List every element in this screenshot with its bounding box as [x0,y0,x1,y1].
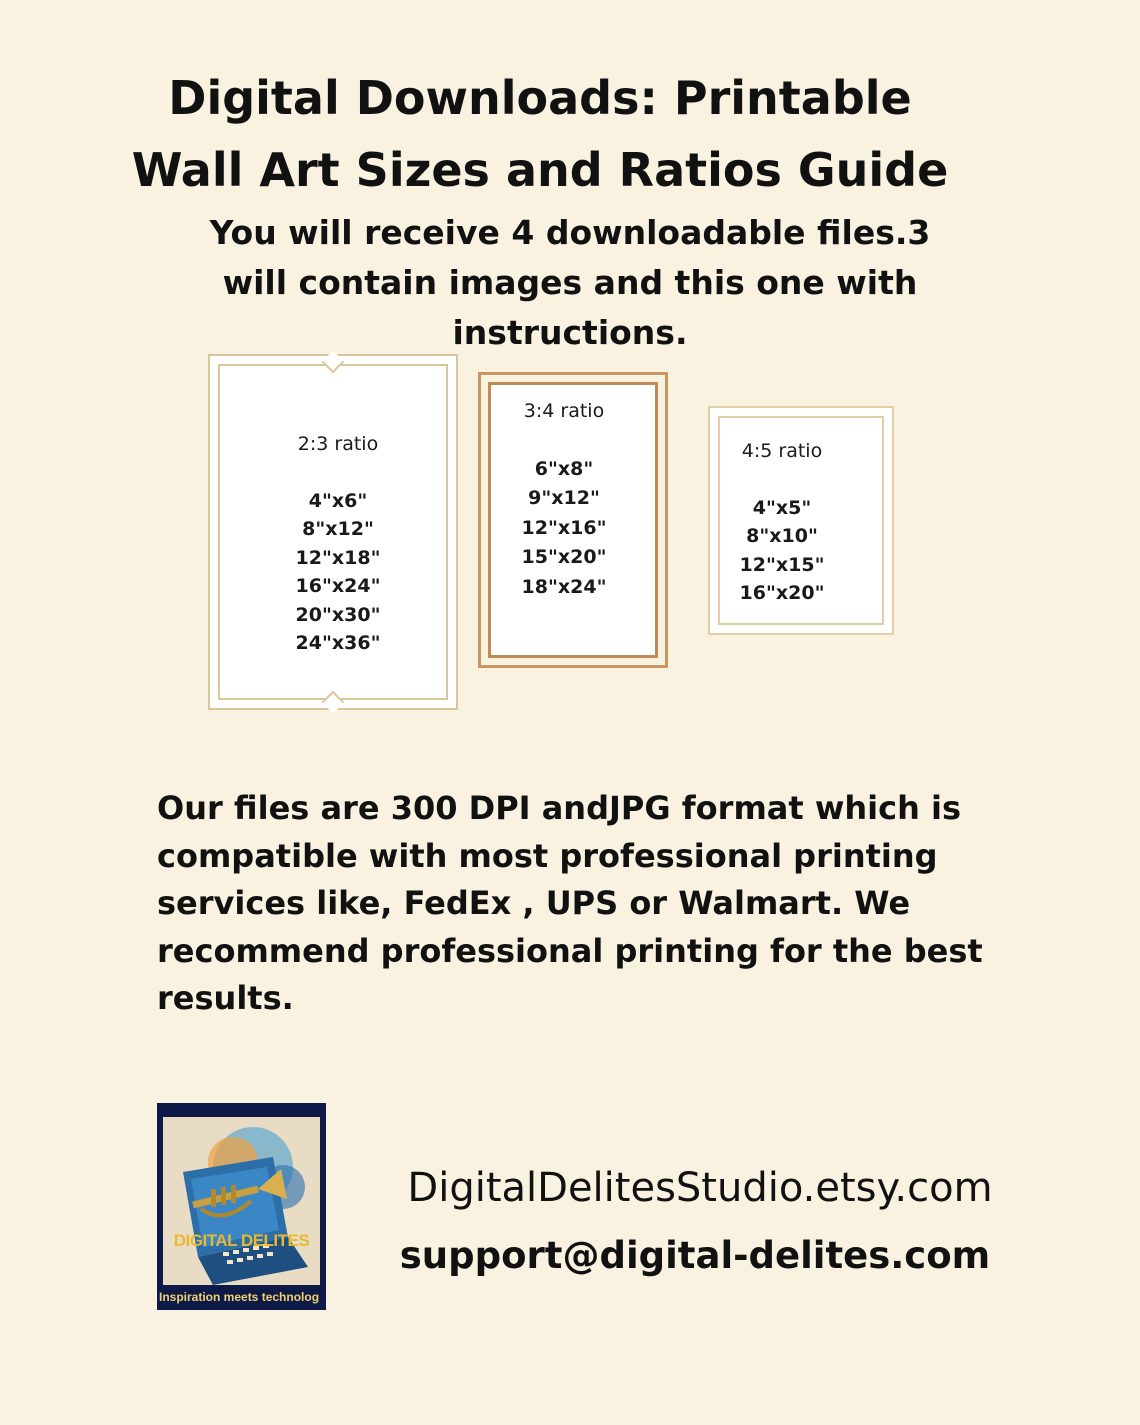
ratio-label: 2:3 ratio [297,433,379,455]
title-line-1: Digital Downloads: Printable [168,71,912,125]
size-label: 12"x16" [521,516,607,539]
subtitle-line-3: instructions. [452,313,688,352]
support-email: support@digital-delites.com [399,1234,991,1277]
logo-artwork [163,1117,320,1285]
page-title [130,62,950,206]
size-label: 12"x15" [739,553,825,576]
logo-tagline: Inspiration meets technolog [159,1290,320,1304]
frame-4-5-text [710,437,854,608]
size-label: 8"x10" [746,525,818,547]
info-line-1: Our files are 300 DPI andJPG format which is [157,789,962,827]
brand-logo [157,1103,326,1310]
size-label: 9"x12" [528,487,600,509]
size-label: 24"x36" [295,632,381,654]
laptop-trumpet-icon [163,1117,320,1285]
size-label: 8"x12" [302,518,374,540]
size-label: 4"x5" [752,496,812,519]
size-label: 20"x30" [295,603,381,626]
size-label: 16"x24" [295,575,381,597]
size-label: 4"x6" [308,489,368,512]
title-line-2: Wall Art Sizes and Ratios Guide [131,143,949,197]
info-line-2: compatible with most professional printing [157,836,938,875]
size-label: 15"x20" [521,546,607,568]
shop-url: DigitalDelitesStudio.etsy.com [407,1165,993,1211]
subtitle [200,208,940,358]
file-info-paragraph [157,785,983,1023]
frame-2-3-text [233,430,443,658]
info-line-3: services like, FedEx , UPS or Walmart. We [157,884,911,922]
ratio-label: 3:4 ratio [523,400,605,422]
info-line-4: recommend professional printing for the best [157,931,983,970]
subtitle-line-1: You will receive 4 downloadable files.3 [209,213,931,252]
size-label: 16"x20" [739,582,825,604]
frame-3-4-text [478,397,650,602]
size-label: 12"x18" [295,546,381,569]
size-label: 6"x8" [534,457,594,480]
ratio-label: 4:5 ratio [741,440,823,462]
subtitle-line-2: will contain images and this one with [222,263,918,302]
info-line-5: results. [157,979,294,1017]
logo-name: DIGITAL DELITES [173,1231,310,1250]
size-label: 18"x24" [521,575,607,598]
